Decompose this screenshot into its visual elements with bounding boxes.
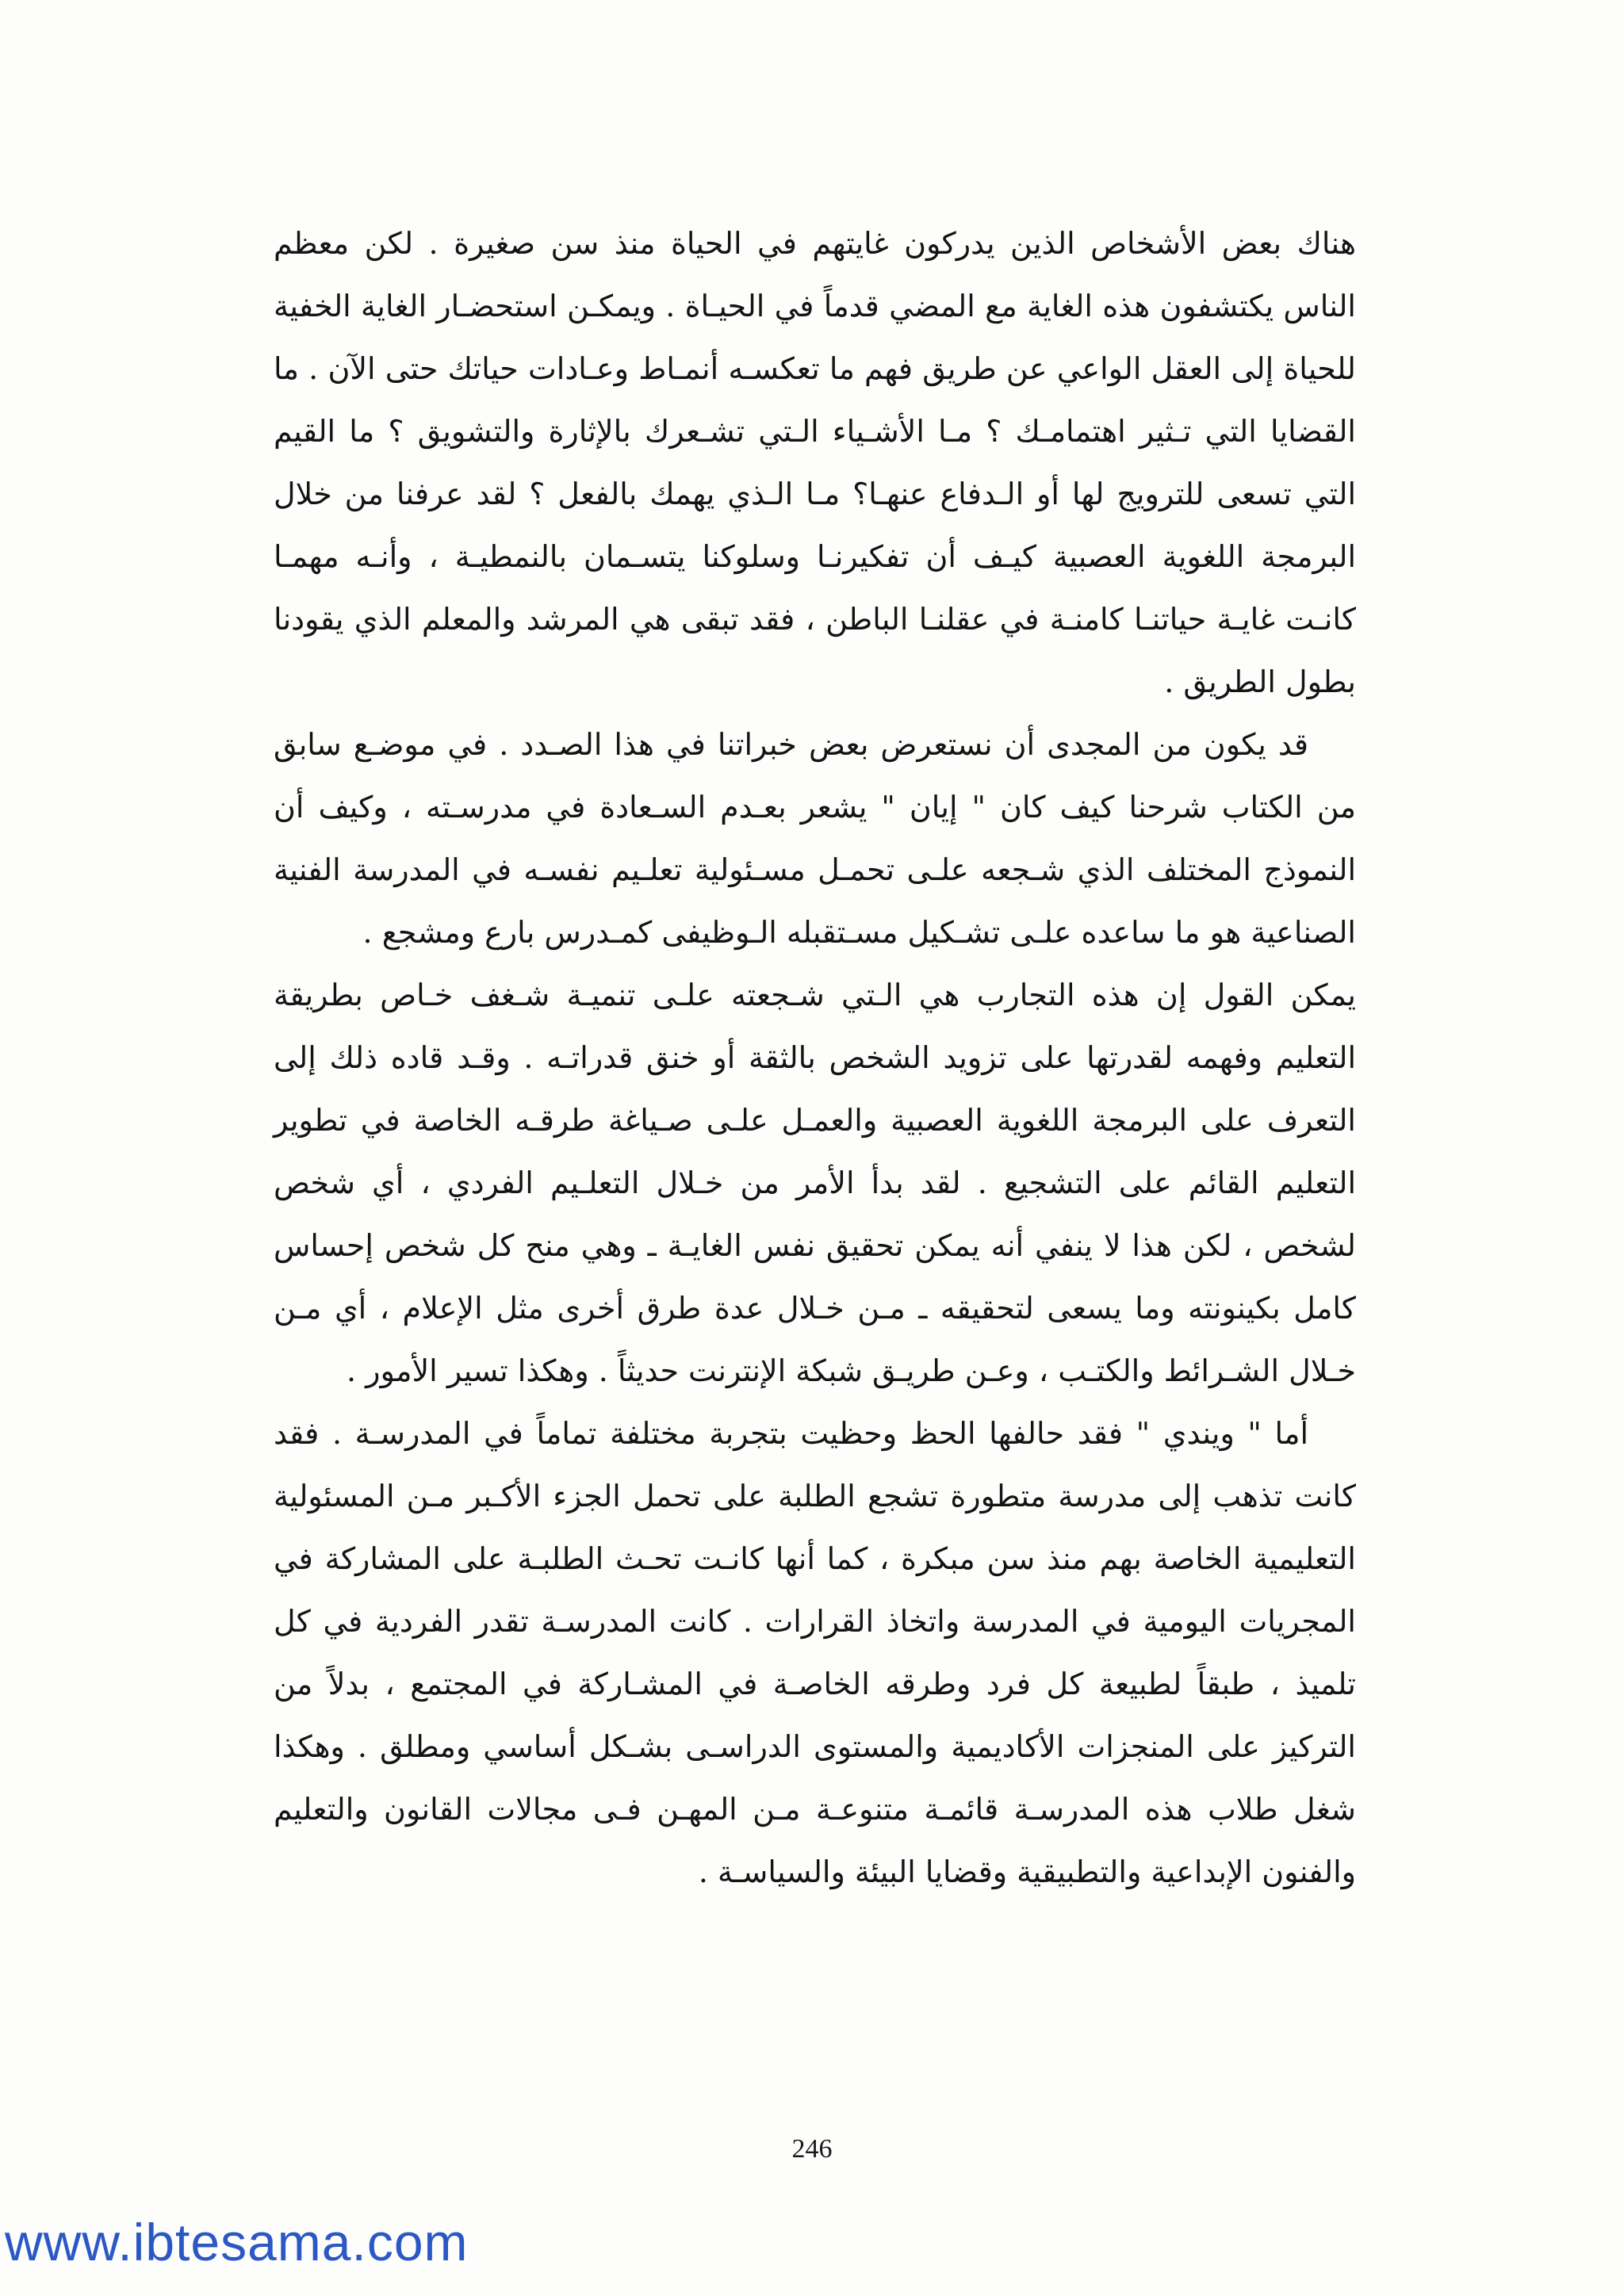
- paragraph-4: أما " ويندي " فقد حالفها الحظ وحظيت بتجربة مختلفة تماماً في المدرسـة . فقد كانت تذهب إلى مدرسة متطورة تشجع الطلبة على تحمل الجزء الأكـبر مـن المسئولية التعليمية الخاصة بهم منذ سن مبكرة ، كما أنها كانـت تحـث الطلبـة على المشاركة في المجريات اليومية في المدرسة واتخاذ القرارات . كانت المدرسـة تقدر الفردية في كل تلميذ ، طبقاً لطبيعة كل فرد وطرقه الخاصـة في المشـاركة في المجتمع ، بدلاً من التركيز على المنجزات الأكاديمية والمستوى الدراسـى بشـكل أساسي ومطلق . وهكذا شغل طلاب هذه المدرسـة قائمـة متنوعـة مـن المهـن فـى مجالات القانون والتعليم والفنون الإبداعية والتطبيقية وقضايا البيئة والسياسـة .: [274, 1416, 1356, 1889]
- site-watermark: www.ibtesama.com: [5, 2213, 469, 2271]
- page-number: 246: [791, 2134, 833, 2164]
- paragraph-1: هناك بعض الأشخاص الذين يدركون غايتهم في الحياة منذ سن صغيرة . لكن معظم الناس يكتشفون هذه الغاية مع المضي قدماً في الحيـاة . ويمكـن استحضـار الغاية الخفية للحياة إلى العقل الواعي عن طريق فهم ما تعكسـه أنمـاط وعـادات حياتك حتى الآن . ما القضايا التي تـثير اهتمامـك ؟ مـا الأشـياء الـتي تشـعرك بالإثارة والتشويق ؟ ما القيم التي تسعى للترويج لها أو الـدفاع عنهـا؟ مـا الـذي يهمك بالفعل ؟ لقد عرفنا من خلال البرمجة اللغوية العصبية كيـف أن تفكيرنـا وسلوكنا يتسـمان بالنمطيـة ، وأنـه مهمـا كانـت غايـة حياتنـا كامنـة في عقلنـا الباطن ، فقد تبقى هي المرشد والمعلم الذي يقودنا بطول الطريق .: [274, 226, 1356, 699]
- paragraph-3: يمكن القول إن هذه التجارب هي الـتي شـجعته علـى تنميـة شـغف خـاص بطريقة التعليم وفهمه لقدرتها على تزويد الشخص بالثقة أو خنق قدراتـه . وقـد قاده ذلك إلى التعرف على البرمجة اللغوية العصبية والعمـل علـى صـياغة طرقـه الخاصة في تطوير التعليم القائم على التشجيع . لقد بدأ الأمر من خـلال التعلـيم الفردي ، أي شخص لشخص ، لكن هذا لا ينفي أنه يمكن تحقيق نفس الغايـة ـ وهي منح كل شخص إحساس كامل بكينونته وما يسعى لتحقيقه ـ مـن خـلال عدة طرق أخرى مثل الإعلام ، أي مـن خـلال الشـرائط والكتـب ، وعـن طريـق شبكة الإنترنت حديثاً . وهكذا تسير الأمور .: [274, 978, 1356, 1388]
- paragraph-2: قد يكون من المجدى أن نستعرض بعض خبراتنا في هذا الصـدد . في موضـع سابق من الكتاب شرحنا كيف كان " إيان " يشعر بعـدم السـعادة في مدرسـته ، وكيف أن النموذج المختلف الذي شـجعه علـى تحمـل مسـئولية تعلـيم نفسـه في المدرسة الفنية الصناعية هو ما ساعده علـى تشـكيل مسـتقبله الـوظيفى كمـدرس بارع ومشجع .: [274, 727, 1357, 950]
- body-text: [274, 212, 1357, 1889]
